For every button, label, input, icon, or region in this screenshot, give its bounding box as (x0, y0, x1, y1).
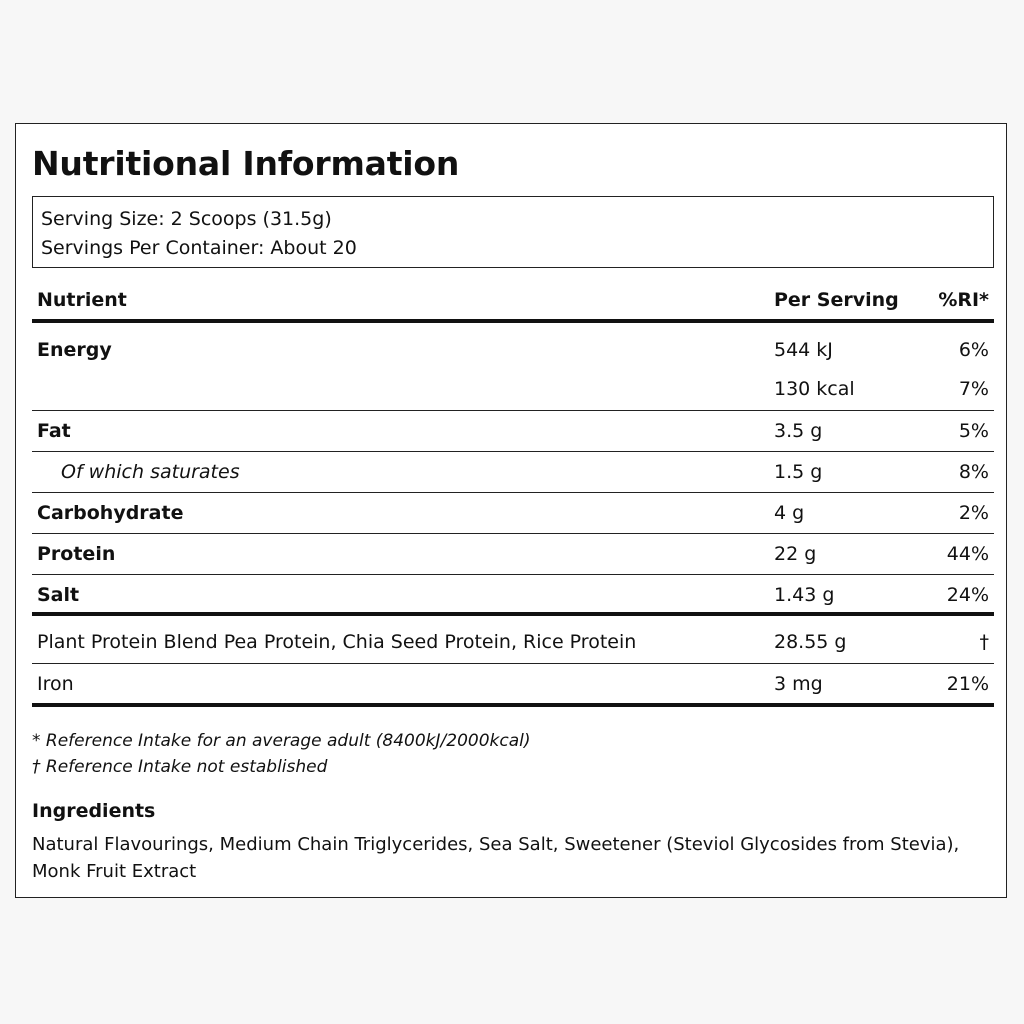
ri-value: 21% (946, 673, 989, 695)
nutrition-panel (15, 123, 1007, 898)
per-serving-value: 28.55 g (774, 631, 847, 653)
per-serving-value: 4 g (774, 502, 805, 524)
nutrient-name: Of which saturates (61, 461, 240, 483)
serving-info-box (32, 196, 994, 268)
nutrient-name: Iron (37, 673, 74, 695)
header-per-serving: Per Serving (774, 289, 899, 311)
serving-size: Serving Size: 2 Scoops (31.5g) (41, 208, 332, 230)
per-serving-value: 3.5 g (774, 420, 823, 442)
table-row-carbohydrate (32, 493, 994, 534)
nutrient-name: Protein (37, 543, 116, 565)
energy-kj-value: 544 kJ (774, 339, 833, 361)
header-nutrient: Nutrient (37, 289, 127, 311)
ri-value: 2% (958, 502, 989, 524)
footnote-not-established: † Reference Intake not established (32, 757, 328, 777)
servings-per-container: Servings Per Container: About 20 (41, 237, 357, 259)
table-row-saturates (32, 452, 994, 493)
ri-value: 5% (958, 420, 989, 442)
footnote-reference-intake: * Reference Intake for an average adult (8400kJ/2000kcal) (32, 731, 531, 751)
table-row-protein (32, 534, 994, 575)
ingredients-heading: Ingredients (32, 800, 156, 822)
ingredients-text: Natural Flavourings, Medium Chain Triglycerides, Sea Salt, Sweetener (Steviol Glycosides from Stevia), Monk Fruit Extract (32, 834, 960, 882)
per-serving-value: 3 mg (774, 673, 823, 695)
nutrient-name: Energy (37, 339, 112, 361)
table-header-row (32, 279, 994, 323)
nutrient-name: Fat (37, 420, 71, 442)
ri-value: † (979, 631, 989, 653)
nutrient-name: Salt (37, 584, 80, 606)
nutrition-table (32, 279, 994, 707)
nutrient-name: Carbohydrate (37, 502, 184, 524)
table-row-salt (32, 575, 994, 616)
ri-value: 44% (946, 543, 989, 565)
ri-value: 8% (958, 461, 989, 483)
table-row-fat (32, 411, 994, 452)
energy-kj-ri: 6% (958, 339, 989, 361)
per-serving-value: 22 g (774, 543, 817, 565)
table-row-iron (32, 664, 994, 707)
table-row-energy (32, 323, 994, 411)
per-serving-value: 1.43 g (774, 584, 835, 606)
energy-kcal-ri: 7% (958, 378, 989, 400)
energy-kcal-value: 130 kcal (774, 378, 855, 400)
ri-value: 24% (946, 584, 989, 606)
page-title: Nutritional Information (32, 144, 460, 183)
table-row-plant-protein-blend (32, 616, 994, 664)
footnotes (32, 728, 531, 780)
nutrient-name: Plant Protein Blend Pea Protein, Chia Seed Protein, Rice Protein (37, 631, 637, 653)
header-ri: %RI* (938, 289, 989, 311)
per-serving-value: 1.5 g (774, 461, 823, 483)
